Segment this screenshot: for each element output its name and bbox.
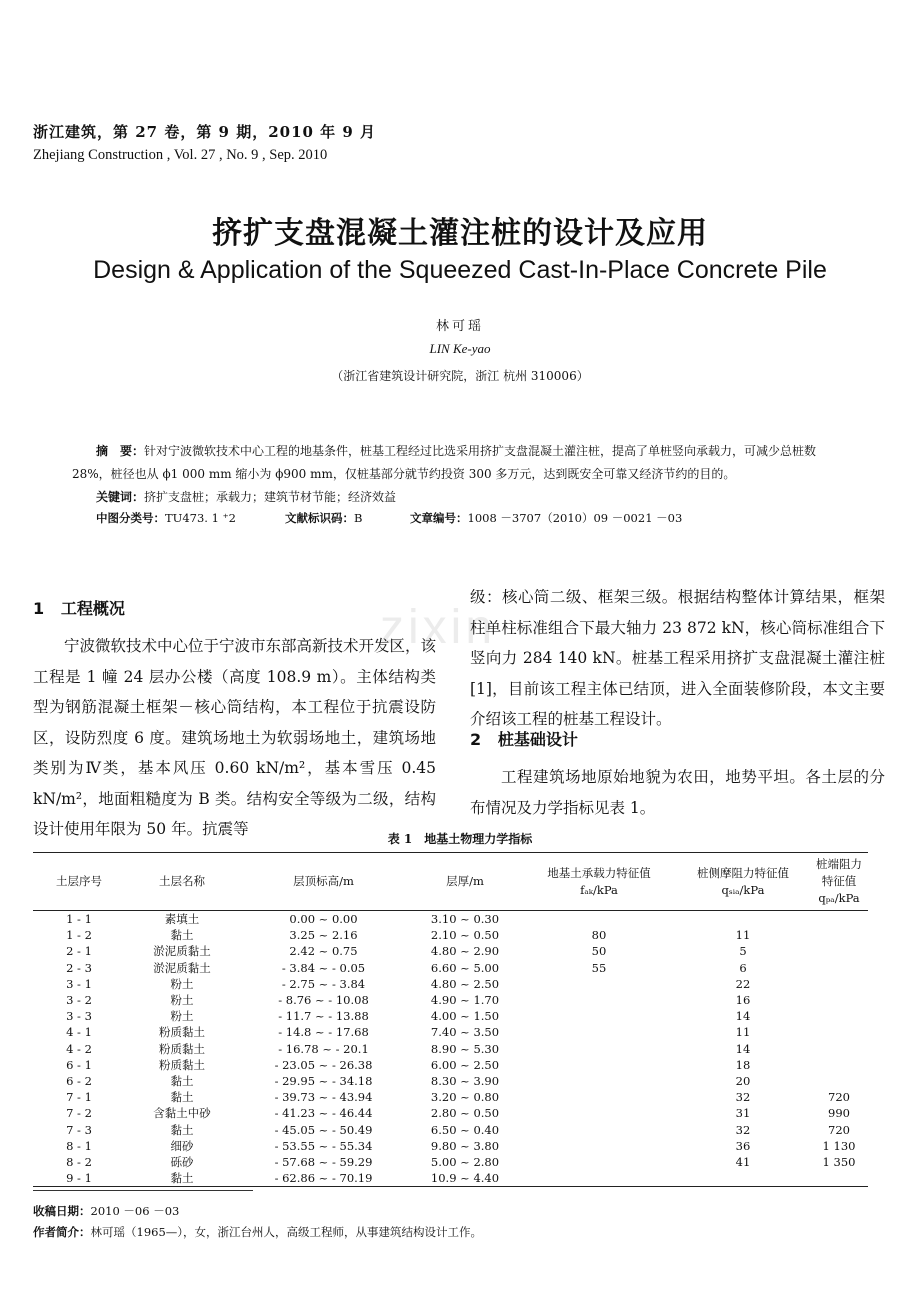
table-header-row bbox=[33, 853, 868, 911]
table-cell-qpa bbox=[810, 911, 868, 928]
table-cell-elev: - 41.23 ~ - 46.44 bbox=[274, 1106, 373, 1121]
table-cell-fak bbox=[522, 1008, 676, 1024]
soil-properties-table bbox=[33, 852, 868, 1187]
table-cell-no: 3 - 2 bbox=[66, 993, 92, 1008]
table-cell-elev: - 23.05 ~ - 26.38 bbox=[274, 1057, 373, 1072]
table-cell-no: 9 - 1 bbox=[33, 1170, 125, 1187]
abstract-body bbox=[72, 440, 852, 486]
table-cell-qsia: 36 bbox=[735, 1138, 751, 1153]
doc-code-row bbox=[285, 510, 362, 526]
footnote-divider bbox=[33, 1190, 253, 1191]
table-cell-elev: - 62.86 ~ - 70.19 bbox=[239, 1170, 408, 1187]
table-cell-thick: 5.00 ~ 2.80 bbox=[430, 1155, 500, 1170]
table-cell-qpa bbox=[810, 976, 868, 992]
table-cell-elev: - 14.8 ~ - 17.68 bbox=[278, 1025, 369, 1040]
clc-value: TU473. 1 ⁺2 bbox=[165, 511, 236, 525]
table-cell-qsia: 32 bbox=[735, 1122, 751, 1137]
table-cell-no: 3 - 3 bbox=[66, 1009, 92, 1024]
table-cell-name: 淤泥质黏土 bbox=[153, 944, 211, 959]
table-cell-qsia: 6 bbox=[739, 960, 747, 975]
section-1-paragraph: 宁波微软技术中心位于宁波市东部高新技术开发区，该工程是 1 幢 24 层办公楼（高度 108.9 m）。主体结构类型为钢筋混凝土框架－核心筒结构，本工程位于抗震设防区，设防烈度 6 度。建筑场地土为软弱场地土，建筑场地类别为Ⅳ类，基本风压 0.60 kN/m²，基本雪压 0.45 kN/m²，地面粗糙度为 B 类。结构安全等级为二级，结构设计使用年限为 50 年。抗震等 bbox=[33, 637, 437, 838]
table-cell-name: 含黏土中砂 bbox=[153, 1106, 211, 1121]
table-row bbox=[33, 1073, 868, 1089]
table-cell-name: 素填土 bbox=[164, 912, 200, 926]
table-cell-name: 粉质黏土 bbox=[159, 1041, 205, 1056]
table-cell-elev: - 29.95 ~ - 34.18 bbox=[274, 1074, 373, 1089]
table-row bbox=[33, 943, 868, 959]
table-row bbox=[33, 927, 868, 943]
section-2-paragraph: 工程建筑场地原始地貌为农田，地势平坦。各土层的分布情况及力学指标见表 1。 bbox=[470, 768, 885, 817]
table-cell-fak bbox=[522, 976, 676, 992]
table-cell-qpa bbox=[810, 1008, 868, 1024]
table-cell-thick: 4.80 ~ 2.90 bbox=[430, 944, 500, 959]
table-cell-qpa bbox=[810, 943, 868, 959]
keywords bbox=[72, 486, 852, 509]
table-cell-no: 7 - 2 bbox=[66, 1106, 92, 1121]
article-no-label: 文章编号： bbox=[410, 511, 468, 525]
table-cell-fak bbox=[522, 1024, 676, 1040]
table-cell-elev: - 57.68 ~ - 59.29 bbox=[274, 1155, 373, 1170]
table-cell-name: 粉质黏土 bbox=[159, 1025, 205, 1040]
table-cell-thick: 3.20 ~ 0.80 bbox=[430, 1090, 500, 1105]
watermark: zixin bbox=[380, 601, 497, 654]
table-row bbox=[33, 992, 868, 1008]
table-cell-fak bbox=[522, 1089, 676, 1105]
table-cell-thick: 6.00 ~ 2.50 bbox=[430, 1057, 500, 1072]
abstract bbox=[72, 440, 852, 509]
doc-code-value: B bbox=[354, 511, 363, 525]
col-header-qsia-line1: 桩侧摩阻力特征值 bbox=[697, 865, 789, 880]
table-cell-thick: 6.60 ~ 5.00 bbox=[430, 960, 500, 975]
received-value: 2010 －06 －03 bbox=[90, 1204, 180, 1218]
table-cell-qsia: 11 bbox=[735, 928, 751, 943]
col-header-qpa-line2: qₚₐ/kPa bbox=[818, 891, 860, 905]
table-cell-fak bbox=[522, 1154, 676, 1170]
table-cell-qsia: 14 bbox=[735, 1041, 751, 1056]
table-cell-name: 黏土 bbox=[125, 1170, 239, 1187]
table-cell-fak bbox=[522, 1073, 676, 1089]
table-cell-no: 7 - 1 bbox=[66, 1090, 92, 1105]
section-1-body bbox=[33, 631, 436, 845]
table-cell-thick: 7.40 ~ 3.50 bbox=[430, 1025, 500, 1040]
table-cell-qpa bbox=[810, 1041, 868, 1057]
table-cell-qpa bbox=[810, 1024, 868, 1040]
section-1-heading bbox=[33, 596, 125, 619]
clc-label: 中图分类号： bbox=[96, 511, 165, 525]
author-affiliation: （浙江省建筑设计研究院，浙江 杭州 310006） bbox=[331, 369, 589, 383]
table-cell-fak: 55 bbox=[591, 960, 607, 975]
abstract-text: 针对宁波微软技术中心工程的地基条件，桩基工程经过比选采用挤扩支盘混凝土灌注桩，提高了单桩竖向承载力，可减少总桩数 28%，桩径也从 ϕ1 000 mm 缩小为 ϕ900 mm，仅桩基部分就节约投资 300 多万元，达到既安全可靠又经济节约的目的。 bbox=[72, 444, 817, 481]
table-cell-no: 6 - 2 bbox=[66, 1074, 92, 1089]
table-cell-name: 粉土 bbox=[170, 976, 194, 991]
table-cell-qsia: 41 bbox=[735, 1155, 751, 1170]
article-no-value: 1008 －3707（2010）09 －0021 －03 bbox=[467, 511, 683, 525]
table-cell-no: 4 - 2 bbox=[66, 1041, 92, 1056]
table-cell-name: 粉土 bbox=[170, 993, 194, 1008]
table-row bbox=[33, 1041, 868, 1057]
col-header-qsia bbox=[676, 853, 810, 911]
table-cell-qpa bbox=[810, 1057, 868, 1073]
table-row bbox=[33, 976, 868, 992]
author-name-cn: 林可瑶 bbox=[435, 319, 484, 334]
col-header-no: 土层序号 bbox=[33, 853, 125, 911]
table-cell-elev: 2.42 ~ 0.75 bbox=[289, 944, 358, 959]
table-cell-fak bbox=[522, 1105, 676, 1121]
table-cell-name: 黏土 bbox=[170, 1074, 194, 1089]
col-header-thick: 层厚/m bbox=[408, 853, 522, 911]
received-date bbox=[33, 1203, 179, 1219]
keywords-text: 挤扩支盘桩；承载力；建筑节材节能；经济效益 bbox=[144, 490, 397, 504]
table-cell-qsia bbox=[676, 911, 810, 928]
table-cell-fak: 50 bbox=[591, 944, 607, 959]
table-1-title: 表 1 地基土物理力学指标 bbox=[387, 832, 533, 846]
table-cell-thick: 10.9 ~ 4.40 bbox=[408, 1170, 522, 1187]
table-cell-qsia: 31 bbox=[735, 1106, 751, 1121]
table-cell-thick: 2.80 ~ 0.50 bbox=[430, 1106, 500, 1121]
table-cell-elev: - 39.73 ~ - 43.94 bbox=[274, 1090, 373, 1105]
table-cell-elev: 0.00 ~ 0.00 bbox=[289, 912, 358, 926]
section-2-number: 2 bbox=[470, 730, 482, 749]
table-cell-name: 黏土 bbox=[170, 1090, 194, 1105]
table-cell-elev: - 45.05 ~ - 50.49 bbox=[274, 1122, 373, 1137]
author-bio-text: 林可瑶（1965—），女，浙江台州人，高级工程师，从事建筑结构设计工作。 bbox=[90, 1225, 483, 1239]
col-header-qpa bbox=[810, 853, 868, 911]
table-cell-name: 细砂 bbox=[170, 1138, 194, 1153]
table-row bbox=[33, 1057, 868, 1073]
table-cell-thick: 9.80 ~ 3.80 bbox=[430, 1138, 500, 1153]
table-cell-qpa bbox=[810, 960, 868, 976]
table-cell-name: 黏土 bbox=[170, 928, 194, 943]
table-cell-no: 7 - 3 bbox=[66, 1122, 92, 1137]
table-cell-qpa: 990 bbox=[828, 1106, 850, 1121]
table-cell-elev: 3.25 ~ 2.16 bbox=[289, 928, 358, 943]
table-cell-no: 4 - 1 bbox=[66, 1025, 92, 1040]
table-row bbox=[33, 1024, 868, 1040]
section-2-heading bbox=[470, 727, 578, 750]
table-cell-thick: 8.30 ~ 3.90 bbox=[430, 1074, 500, 1089]
col-header-elev: 层顶标高/m bbox=[239, 853, 408, 911]
table-cell-no: 3 - 1 bbox=[66, 976, 92, 991]
table-cell-no: 1 - 2 bbox=[66, 928, 92, 943]
keywords-label: 关键词： bbox=[96, 490, 145, 504]
table-cell-thick: 4.80 ~ 2.50 bbox=[430, 976, 500, 991]
table-cell-fak bbox=[522, 1122, 676, 1138]
table-cell-fak: 80 bbox=[591, 928, 607, 943]
received-label: 收稿日期： bbox=[33, 1204, 91, 1218]
paper-title-en: Design & Application of the Squeezed Cast-In-Place Concrete Pile bbox=[93, 256, 827, 284]
table-cell-qpa: 1 130 bbox=[822, 1138, 856, 1153]
table-cell-elev: - 16.78 ~ - 20.1 bbox=[278, 1041, 369, 1056]
table-cell-qsia: 22 bbox=[735, 976, 751, 991]
col-header-fak-line1: 地基土承载力特征值 bbox=[547, 865, 651, 880]
table-cell-no: 2 - 3 bbox=[66, 960, 92, 975]
table-cell-qsia: 32 bbox=[735, 1090, 751, 1105]
table-cell-qsia: 16 bbox=[735, 993, 751, 1008]
article-no-row bbox=[410, 510, 682, 526]
table-cell-elev: - 3.84 ~ - 0.05 bbox=[281, 960, 366, 975]
author-name-en: LIN Ke-yao bbox=[429, 341, 491, 356]
table-cell-fak bbox=[522, 992, 676, 1008]
table-row bbox=[33, 911, 868, 928]
table-cell-elev: - 2.75 ~ - 3.84 bbox=[281, 976, 366, 991]
section-2-title: 桩基础设计 bbox=[497, 730, 578, 749]
section-1-number: 1 bbox=[33, 599, 45, 618]
table-cell-no: 2 - 1 bbox=[66, 944, 92, 959]
table-cell-qsia: 5 bbox=[739, 944, 747, 959]
table-cell-qsia bbox=[676, 1170, 810, 1187]
table-cell-qpa: 1 350 bbox=[822, 1155, 856, 1170]
table-cell-qsia: 18 bbox=[735, 1057, 751, 1072]
table-cell-name: 淤泥质黏土 bbox=[153, 960, 211, 975]
col-header-qpa-line1: 桩端阻力特征值 bbox=[816, 857, 862, 888]
section-1-continued-paragraph: 级：核心筒二级、框架三级。根据结构整体计算结果，框架柱单柱标准组合下最大轴力 23 872 kN，核心筒标准组合下竖向力 284 140 kN。桩基工程采用挤扩支盘混凝土灌注桩[1]，目前该工程主体已结顶，进入全面装修阶段，本文主要介绍该工程的桩基工程设计。 bbox=[470, 588, 885, 728]
table-cell-thick: 4.00 ~ 1.50 bbox=[430, 1009, 500, 1024]
table-cell-elev: - 53.55 ~ - 55.34 bbox=[274, 1138, 373, 1153]
col-header-fak bbox=[522, 853, 676, 911]
table-body bbox=[33, 911, 868, 1187]
table-cell-no: 1 - 1 bbox=[66, 912, 92, 926]
table-cell-thick: 2.10 ~ 0.50 bbox=[430, 928, 500, 943]
table-cell-fak bbox=[522, 1138, 676, 1154]
abstract-label: 摘 要： bbox=[96, 444, 145, 458]
table-cell-qsia: 20 bbox=[735, 1074, 751, 1089]
table-cell-no: 8 - 2 bbox=[66, 1155, 92, 1170]
table-row bbox=[33, 960, 868, 976]
table-cell-thick: 4.90 ~ 1.70 bbox=[430, 993, 500, 1008]
col-header-fak-line2: fₐₖ/kPa bbox=[580, 882, 618, 897]
table-cell-qpa bbox=[810, 927, 868, 943]
journal-citation-en: Zhejiang Construction , Vol. 27 , No. 9 , Sep. 2010 bbox=[33, 147, 328, 163]
table-cell-name: 粉土 bbox=[170, 1009, 194, 1024]
table-row bbox=[33, 1089, 868, 1105]
table-row bbox=[33, 1170, 868, 1187]
table-row bbox=[33, 1105, 868, 1121]
table-cell-no: 8 - 1 bbox=[66, 1138, 92, 1153]
table-cell-qsia: 11 bbox=[735, 1025, 751, 1040]
doc-code-label: 文献标识码： bbox=[285, 511, 354, 525]
table-cell-qpa bbox=[810, 1170, 868, 1187]
table-cell-elev: - 11.7 ~ - 13.88 bbox=[278, 1009, 369, 1024]
table-row bbox=[33, 1008, 868, 1024]
table-cell-no: 6 - 1 bbox=[66, 1057, 92, 1072]
table-cell-elev: - 8.76 ~ - 10.08 bbox=[278, 993, 369, 1008]
table-cell-name: 粉质黏土 bbox=[159, 1057, 205, 1072]
col-header-name: 土层名称 bbox=[125, 853, 239, 911]
section-1-title: 工程概况 bbox=[60, 599, 125, 618]
paper-title-cn: 挤扩支盘混凝土灌注桩的设计及应用 bbox=[212, 216, 708, 251]
section-1-continued bbox=[470, 582, 885, 735]
journal-citation-cn: 浙江建筑，第 27 卷，第 9 期，2010 年 9 月 bbox=[33, 123, 377, 141]
table-cell-qpa: 720 bbox=[828, 1122, 850, 1137]
table-cell-qpa bbox=[810, 992, 868, 1008]
table-cell-name: 砾砂 bbox=[170, 1155, 194, 1170]
table-cell-thick: 8.90 ~ 5.30 bbox=[430, 1041, 500, 1056]
author-bio-label: 作者简介： bbox=[33, 1225, 91, 1239]
table-cell-fak bbox=[522, 1041, 676, 1057]
table-cell-fak bbox=[522, 911, 676, 928]
table-cell-qpa bbox=[810, 1073, 868, 1089]
table-cell-qsia: 14 bbox=[735, 1009, 751, 1024]
table-cell-thick: 6.50 ~ 0.40 bbox=[430, 1122, 500, 1137]
classification-row bbox=[96, 510, 236, 526]
table-cell-fak bbox=[522, 1170, 676, 1187]
table-cell-thick: 3.10 ~ 0.30 bbox=[430, 912, 500, 926]
table-row bbox=[33, 1138, 868, 1154]
table-row bbox=[33, 1154, 868, 1170]
table-cell-fak bbox=[522, 1057, 676, 1073]
table-row bbox=[33, 1122, 868, 1138]
author-bio bbox=[33, 1224, 482, 1240]
table-cell-qpa: 720 bbox=[828, 1090, 850, 1105]
col-header-qsia-line2: qₛᵢₐ/kPa bbox=[721, 882, 765, 897]
table-cell-name: 黏土 bbox=[170, 1122, 194, 1137]
section-2-body bbox=[470, 762, 885, 823]
